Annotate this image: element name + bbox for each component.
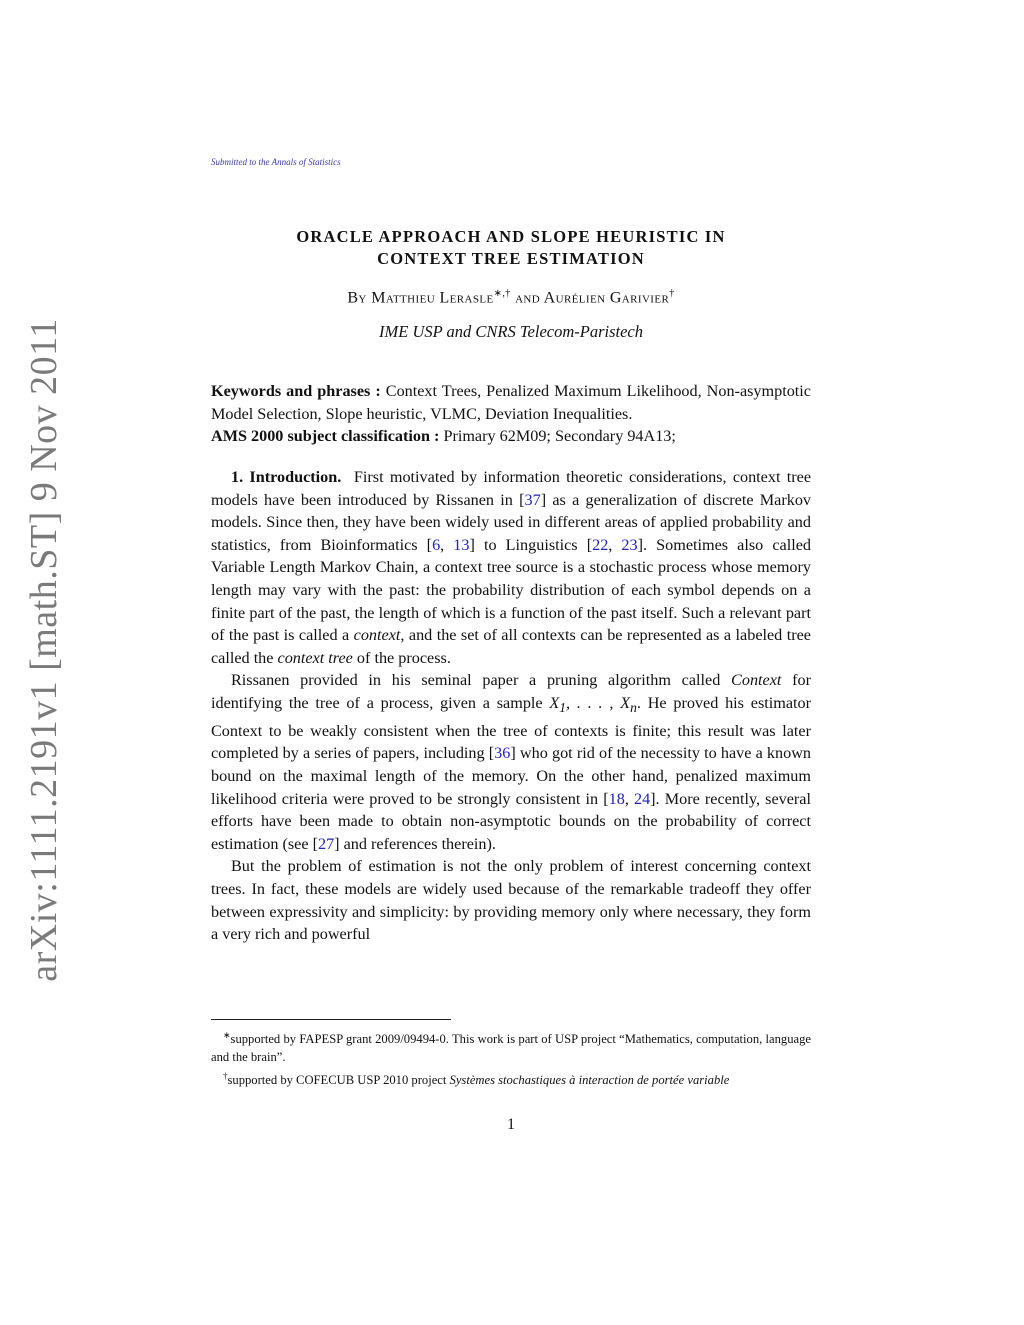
intro-text: , (440, 535, 454, 554)
intro-text: , (608, 535, 622, 554)
intro-text: ]. More recently, several efforts have been made to obtain non-asymptotic bounds on the probability of correct estimation (see [ (211, 789, 811, 853)
title-line-1: ORACLE APPROACH AND SLOPE HEURISTIC IN (296, 227, 726, 246)
page-number: 1 (507, 1116, 515, 1133)
intro-text: . He proved his estimator Context to be weakly consistent when the tree of contexts is finite; this result was later completed by a series of papers, including [ (211, 693, 812, 763)
emphasis: Context (731, 671, 782, 690)
intro-text: ] as a generalization of discrete Markov models. Since then, they have been widely used in different areas of applied probability and statistics, from Bioinformatics [ (211, 490, 812, 554)
keywords-block (211, 380, 811, 448)
intro-text: of the process. (352, 648, 451, 667)
intro-text: ] who got rid of the necessity to have a known bound on the maximal length of the memory. On the other hand, penalized maximum likelihood criteria were proved to be strongly consistent in [ (211, 744, 811, 808)
citation-link[interactable]: 6 (432, 535, 441, 554)
author-2-marks: † (669, 288, 675, 299)
byline-and: and (515, 289, 541, 307)
arxiv-stamp: arXiv:1111.2191v1 [math.ST] 9 Nov 2011 (23, 318, 65, 982)
citation-link[interactable]: 22 (592, 535, 609, 554)
intro-paragraph-2 (211, 669, 811, 855)
emphasis: context (353, 626, 401, 645)
footnote-emphasis: Systèmes stochastiques à interaction de portée variable (449, 1072, 730, 1087)
section-heading: 1. Introduction. (231, 468, 342, 486)
citation-link[interactable]: 13 (453, 535, 470, 554)
affiliation: IME USP and CNRS Telecom-Paristech (379, 322, 643, 341)
citation-link[interactable]: 18 (608, 789, 625, 808)
intro-text: , and the set of all contexts can be represented as a labeled tree called the (211, 626, 811, 667)
citation-link[interactable]: 37 (524, 490, 541, 509)
footnote-mark: ∗ (223, 1030, 231, 1040)
citation-link[interactable]: 24 (633, 789, 651, 808)
emphasis: context tree (277, 648, 353, 667)
footnote-1 (211, 1026, 811, 1067)
ams-line (211, 425, 811, 448)
intro-text: First motivated by information theoretic considerations, context tree models have been introduced by Rissanen in [ (211, 468, 811, 509)
footnotes (211, 1026, 811, 1089)
intro-text: , (624, 789, 634, 808)
introduction-section (211, 466, 811, 946)
intro-text: for identifying the tree of a process, given a sample (211, 671, 811, 712)
footnote-text: supported by FAPESP grant 2009/09494-0. This work is part of USP project “Mathematics, computation, language and the brain”. (211, 1032, 811, 1065)
ams-label: AMS 2000 subject classification : (211, 427, 440, 446)
intro-text: ] and references therein). (334, 834, 496, 853)
citation-link[interactable]: 23 (621, 535, 638, 554)
author-1: Matthieu Lerasle (371, 289, 494, 307)
journal-header-note: Submitted to the Annals of Statistics (211, 157, 341, 167)
byline-by: By (347, 289, 367, 307)
footnote-divider (211, 1019, 451, 1020)
author-byline (211, 288, 811, 307)
title-line-2: CONTEXT TREE ESTIMATION (377, 249, 645, 268)
intro-text: ] to Linguistics [ (469, 535, 593, 554)
intro-text: Rissanen provided in his seminal paper a pruning algorithm called (231, 671, 732, 690)
paper-title (211, 226, 811, 270)
intro-text: ]. Sometimes also called Variable Length Markov Chain, a context tree source is a stochastic process whose memory length may vary with the past: the probability distribution of each symbol depends on a finite part of the past, the length of which is a function of the past itself. Such a relevant part of the past is called a (211, 535, 811, 645)
keywords-line (211, 380, 811, 425)
footnote-2 (211, 1067, 811, 1089)
intro-paragraph-1 (211, 466, 811, 669)
citation-link[interactable]: 27 (317, 834, 335, 853)
ams-text: Primary 62M09; Secondary 94A13; (443, 427, 676, 446)
intro-paragraph-3: But the problem of estimation is not the only problem of interest concerning context trees. In fact, these models are widely used because of the remarkable tradeoff they offer between expressivity and simplicity: by providing memory only where necessary, they form a very rich and powerful (211, 857, 811, 944)
author-2: Aurélien Garivier (543, 289, 670, 307)
math-sample: $X_1$, . . . , $X_n$ (549, 693, 637, 716)
keywords-text: Context Trees, Penalized Maximum Likelihood, Non-asymptotic Model Selection, Slope heuristic, VLMC, Deviation Inequalities. (211, 382, 811, 423)
author-1-marks: ∗,† (493, 288, 511, 299)
keywords-label: Keywords and phrases : (211, 382, 381, 400)
citation-link[interactable]: 36 (494, 744, 511, 763)
footnote-mark: † (223, 1070, 228, 1081)
footnote-text: supported by COFECUB USP 2010 project (227, 1072, 450, 1087)
